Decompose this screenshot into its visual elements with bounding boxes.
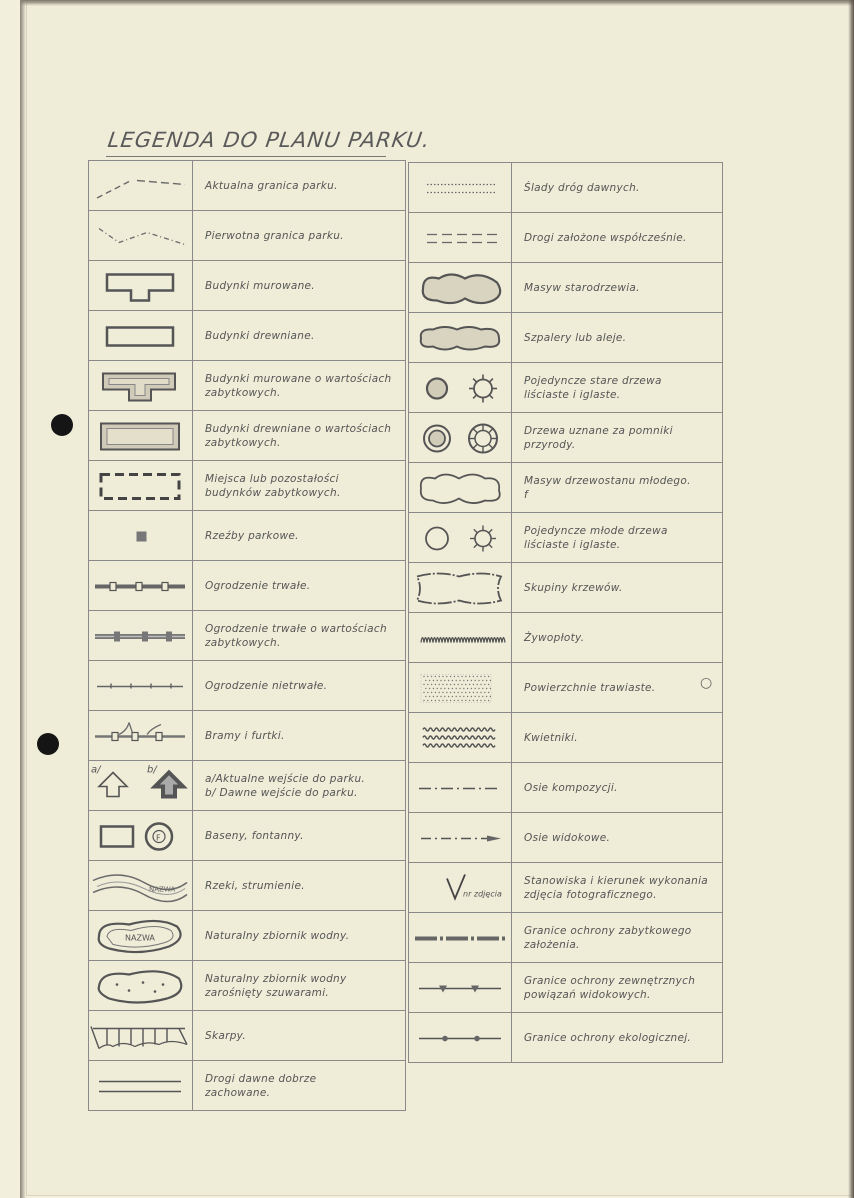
left-symbol-cell (88, 810, 193, 861)
old-road-icon (89, 1061, 194, 1112)
legend-label: Aktualna granica parku. (205, 179, 338, 192)
left-label-cell (192, 860, 406, 911)
right-label-cell (511, 462, 723, 513)
masonry-building-icon (89, 261, 194, 312)
eco-protection-line-icon (409, 1013, 513, 1064)
young-single-trees-icon (409, 513, 513, 564)
svg-text:a/: a/ (91, 764, 101, 776)
left-label-cell (192, 160, 406, 211)
left-label-cell (192, 1010, 406, 1061)
right-label-cell (511, 362, 723, 413)
historic-fence-icon (89, 611, 194, 662)
left-symbol-cell (88, 660, 193, 711)
left-label-cell (192, 260, 406, 311)
right-label-cell (511, 1012, 723, 1063)
legend-title: LEGENDA DO PLANU PARKU. (106, 128, 432, 152)
left-symbol-cell (88, 560, 193, 611)
legend-label: Budynki drewniane o wartościach zabytkowych. (205, 422, 392, 449)
right-label-cell (511, 712, 723, 763)
hedge-icon (409, 613, 513, 664)
legend-label: Drogi dawne dobrze zachowane. (205, 1072, 317, 1099)
overgrown-pond-icon (89, 961, 194, 1012)
legend-label: Budynki drewniane. (205, 329, 315, 342)
legend-label: Żywopłoty. (524, 631, 585, 644)
legend-label: Osie kompozycji. (524, 781, 618, 794)
svg-text:NAZWA: NAZWA (149, 885, 176, 894)
legend-label: Baseny, fontanny. (205, 829, 304, 842)
right-symbol-cell (408, 312, 512, 363)
left-symbol-cell (88, 360, 193, 411)
right-label-cell (511, 262, 723, 313)
legend-label: Stanowiska i kierunek wykonania zdjęcia fotograficznego. (524, 874, 709, 901)
svg-text:F: F (156, 833, 161, 843)
right-symbol-cell (408, 912, 512, 963)
dash-line-icon (89, 161, 194, 212)
scan-edge-left (20, 0, 26, 1198)
temporary-fence-icon (89, 661, 194, 712)
right-symbol-cell (408, 762, 512, 813)
gate-icon (89, 711, 194, 762)
river-icon (89, 861, 194, 912)
right-symbol-cell (408, 862, 512, 913)
lawn-icon (409, 663, 513, 714)
left-symbol-cell (88, 760, 193, 811)
dashed-road-icon (409, 213, 513, 264)
left-symbol-cell (88, 610, 193, 661)
right-label-cell (511, 862, 723, 913)
young-stand-icon (409, 463, 513, 514)
flowerbed-icon (409, 713, 513, 764)
legend-label: Masyw starodrzewia. (524, 281, 640, 294)
legend-label: Rzeki, strumienie. (205, 879, 305, 892)
stray-mark-circle: ○ (700, 675, 713, 691)
old-single-trees-icon (409, 363, 513, 414)
left-symbol-cell (88, 1010, 193, 1061)
left-label-cell (192, 210, 406, 261)
right-symbol-cell (408, 162, 512, 213)
left-symbol-cell (88, 910, 193, 961)
right-symbol-cell (408, 512, 512, 563)
composition-axis-icon (409, 763, 513, 814)
right-symbol-cell (408, 612, 512, 663)
scan-edge-right (848, 0, 854, 1198)
left-label-cell (192, 760, 406, 811)
svg-text:b/: b/ (147, 764, 157, 776)
legend-label: Powierzchnie trawiaste. (524, 681, 656, 694)
dotted-road-icon (409, 163, 513, 214)
right-symbol-cell (408, 362, 512, 413)
left-label-cell (192, 910, 406, 961)
left-symbol-cell (88, 960, 193, 1011)
monument-trees-icon (409, 413, 513, 464)
legend-label: Budynki murowane. (205, 279, 315, 292)
left-label-cell (192, 710, 406, 761)
right-symbol-cell (408, 812, 512, 863)
heritage-protection-line-icon (409, 913, 513, 964)
left-label-cell (192, 510, 406, 561)
left-label-cell (192, 1060, 406, 1111)
scan-edge-top (20, 0, 854, 6)
left-symbol-cell (88, 510, 193, 561)
left-symbol-cell (88, 710, 193, 761)
legend-label: Pierwotna granica parku. (205, 229, 344, 242)
legend-label: Miejsca lub pozostałości budynków zabytkowych. (205, 472, 341, 499)
left-label-cell (192, 660, 406, 711)
right-label-cell (511, 212, 723, 263)
right-label-cell (511, 762, 723, 813)
legend-label: Osie widokowe. (524, 831, 611, 844)
punch-hole-top (51, 414, 73, 436)
view-axis-icon (409, 813, 513, 864)
legend-label: Kwietniki. (524, 731, 578, 744)
escarpment-icon (89, 1011, 194, 1062)
entrance-arrows-icon (89, 761, 194, 812)
legend-label: Skarpy. (205, 1029, 246, 1042)
permanent-fence-icon (89, 561, 194, 612)
legend-label: Ślady dróg dawnych. (524, 181, 640, 194)
right-label-cell (511, 962, 723, 1013)
legend-label: Szpalery lub aleje. (524, 331, 627, 344)
old-stand-icon (409, 263, 513, 314)
right-symbol-cell (408, 562, 512, 613)
legend-label: Rzeźby parkowe. (205, 529, 299, 542)
right-label-cell (511, 312, 723, 363)
right-symbol-cell (408, 412, 512, 463)
right-symbol-cell (408, 212, 512, 263)
legend-label: Ogrodzenie trwałe. (205, 579, 311, 592)
view-protection-line-icon (409, 963, 513, 1014)
right-symbol-cell (408, 962, 512, 1013)
historic-wooden-building-icon (89, 411, 194, 462)
legend-label: Ogrodzenie nietrwałe. (205, 679, 328, 692)
legend-label: Masyw drzewostanu młodego. f (524, 474, 691, 501)
legend-label: Pojedyncze stare drzewa liściaste i iglaste. (524, 374, 662, 401)
left-symbol-cell (88, 310, 193, 361)
legend-label: Naturalny zbiornik wodny zarośnięty szuwarami. (205, 972, 347, 999)
left-symbol-cell (88, 860, 193, 911)
left-label-cell (192, 360, 406, 411)
photo-point-icon (409, 863, 513, 914)
legend-label: Granice ochrony ekologicznej. (524, 1031, 692, 1044)
dash-dot-line-icon (89, 211, 194, 262)
right-label-cell (511, 512, 723, 563)
right-label-cell (511, 812, 723, 863)
legend-label: Granice ochrony zewnętrznych powiązań widokowych. (524, 974, 696, 1001)
title-underline (106, 156, 386, 157)
right-symbol-cell (408, 262, 512, 313)
svg-text:NAZWA: NAZWA (125, 933, 155, 943)
shrub-group-icon (409, 563, 513, 614)
right-label-cell (511, 612, 723, 663)
legend-label: Bramy i furtki. (205, 729, 285, 742)
right-label-cell (511, 162, 723, 213)
former-building-site-icon (89, 461, 194, 512)
legend-label: Ogrodzenie trwałe o wartościach zabytkowych. (205, 622, 387, 649)
left-label-cell (192, 460, 406, 511)
legend-label: Skupiny krzewów. (524, 581, 623, 594)
right-label-cell (511, 562, 723, 613)
legend-label: Budynki murowane o wartościach zabytkowych. (205, 372, 392, 399)
historic-masonry-building-icon (89, 361, 194, 412)
legend-label: Pojedyncze młode drzewa liściaste i iglaste. (524, 524, 668, 551)
legend-label: Naturalny zbiornik wodny. (205, 929, 350, 942)
left-label-cell (192, 960, 406, 1011)
left-symbol-cell (88, 260, 193, 311)
left-symbol-cell (88, 460, 193, 511)
legend-label: Drogi założone współcześnie. (524, 231, 687, 244)
legend-label: Drzewa uznane za pomniki przyrody. (524, 424, 673, 451)
left-label-cell (192, 610, 406, 661)
pond-icon (89, 911, 194, 962)
right-label-cell (511, 912, 723, 963)
right-label-cell (511, 412, 723, 463)
right-symbol-cell (408, 712, 512, 763)
sculpture-square-icon (89, 511, 194, 562)
left-label-cell (192, 810, 406, 861)
left-symbol-cell (88, 160, 193, 211)
left-symbol-cell (88, 210, 193, 261)
right-symbol-cell (408, 462, 512, 513)
wooden-building-icon (89, 311, 194, 362)
left-label-cell (192, 410, 406, 461)
avenue-icon (409, 313, 513, 364)
left-label-cell (192, 560, 406, 611)
left-symbol-cell (88, 410, 193, 461)
left-symbol-cell (88, 1060, 193, 1111)
legend-label: Granice ochrony zabytkowego założenia. (524, 924, 692, 951)
right-symbol-cell (408, 662, 512, 713)
right-symbol-cell (408, 1012, 512, 1063)
pool-fountain-icon (89, 811, 194, 862)
right-label-cell (511, 662, 723, 713)
left-label-cell (192, 310, 406, 361)
legend-label: a/Aktualne wejście do parku. b/ Dawne wejście do parku. (205, 772, 366, 799)
svg-text:nr zdjęcia: nr zdjęcia (463, 889, 502, 899)
punch-hole-bottom (37, 733, 59, 755)
